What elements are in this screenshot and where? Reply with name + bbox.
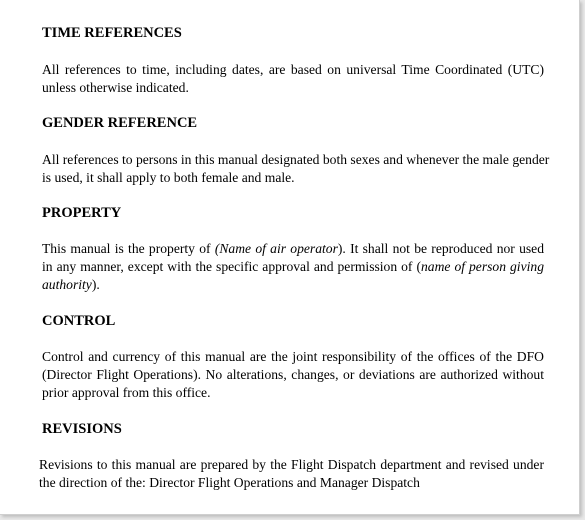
body-text: This manual is the property of	[42, 241, 215, 256]
section-body-control	[42, 348, 544, 402]
section-body-property	[42, 240, 544, 294]
section-heading-time-references: TIME REFERENCES	[42, 25, 182, 41]
body-line: All references to time, including dates, are based on universal Time Coordinated (UTC)	[42, 62, 544, 77]
body-line: unless otherwise indicated.	[42, 80, 189, 95]
body-text-italic: name of person giving	[421, 259, 544, 274]
body-line	[42, 240, 544, 258]
section-body-gender-reference	[42, 151, 550, 187]
body-line: All references to persons in this manual designated both sexes and whenever the male gender	[42, 152, 550, 167]
body-text-italic: (Name of air operator	[214, 241, 338, 256]
section-heading-property: PROPERTY	[42, 205, 122, 221]
body-line	[42, 276, 544, 294]
body-text: ).	[91, 277, 100, 292]
body-line: (Director Flight Operations). No alterations, changes, or deviations are authorized without	[42, 367, 544, 382]
body-line: is used, it shall apply to both female and male.	[42, 170, 295, 185]
section-heading-gender-reference: GENDER REFERENCE	[42, 115, 198, 131]
section-body-time-references	[42, 61, 544, 97]
body-text: in any manner, except with the specific approval and permission of (	[42, 259, 421, 274]
body-line: Control and currency of this manual are the joint responsibility of the offices of the DFO	[42, 349, 544, 364]
section-heading-revisions: REVISIONS	[42, 421, 122, 437]
body-line: prior approval from this office.	[42, 385, 211, 400]
body-line: the direction of the: Director Flight Operations and Manager Dispatch	[39, 475, 420, 490]
body-text: ). It shall not be reproduced nor used	[337, 241, 545, 256]
body-line	[42, 258, 544, 276]
body-line: Revisions to this manual are prepared by the Flight Dispatch department and revised under	[39, 457, 544, 472]
body-text-italic: authority	[42, 277, 92, 292]
section-heading-control: CONTROL	[42, 313, 116, 329]
section-body-revisions	[39, 456, 544, 492]
